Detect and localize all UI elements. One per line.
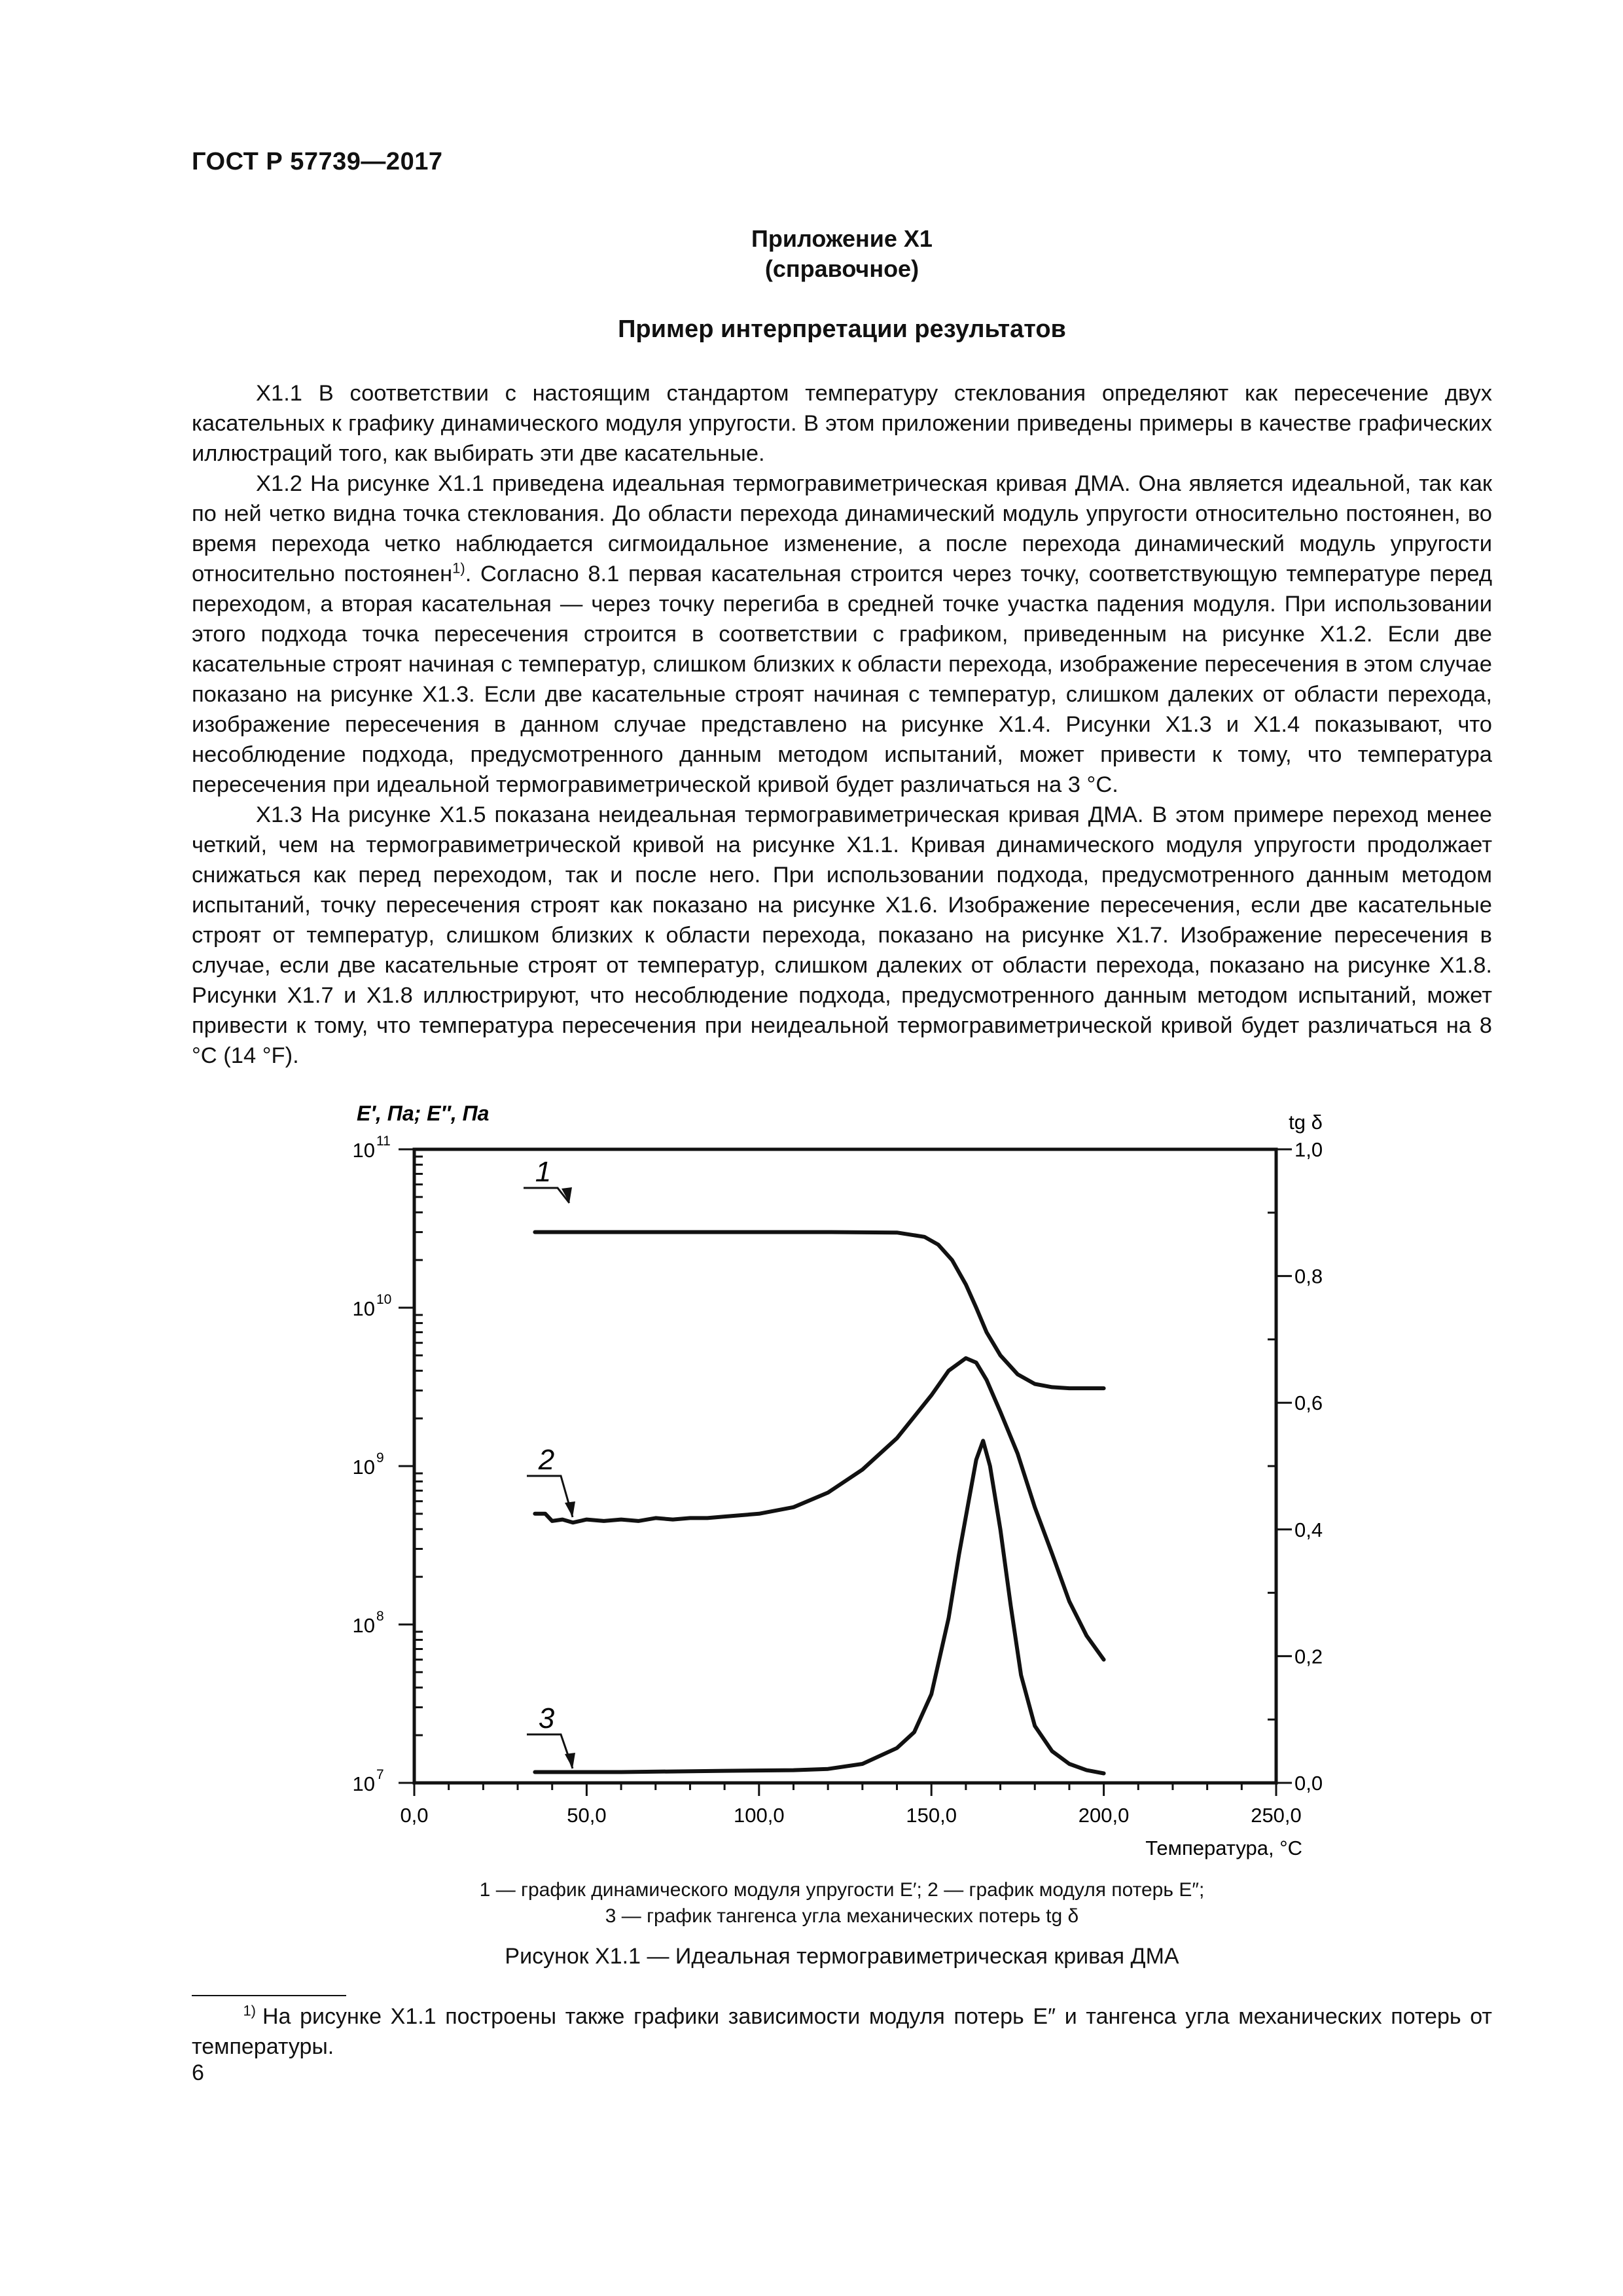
x-tick-label: 150,0: [906, 1804, 957, 1827]
x-tick-label: 250,0: [1251, 1804, 1302, 1827]
y-left-tick-exponent: 11: [376, 1134, 391, 1149]
y-right-tick-label: 0,6: [1294, 1391, 1323, 1415]
x-axis-title: Температура, °С: [1145, 1837, 1302, 1859]
x-tick-label: 50,0: [567, 1804, 607, 1827]
paragraph-x1-3: X1.3 На рисунке X1.5 показана неидеальная термогравиметрическая кривая ДМА. В этом примере переход менее четкий, чем на термогравиметрической кривой на рисунке X1.1. Кривая динамического модуля упругости продолжает снижаться как перед переходом, так и после него. При использовании подхода, предусмотренного данным методом испытаний, точку пересечения строят как показано на рисунке X1.6. Изображение пересечения, если две касательные строят от температур, слишком близких к области перехода, показано на рисунке X1.7. Изображение пересечения в случае, если две касательные строят от температур, слишком далеких от области перехода, показано на рисунке X1.8. Рисунки X1.7 и X1.8 иллюстрируют, что несоблюдение подхода, предусмотренного данным методом испытаний, может привести к тому, что температура пересечения при неидеальной термогравиметрической кривой будет различаться на 8 °С (14 °F).: [192, 802, 1492, 1068]
y-left-tick-base: 10: [352, 1297, 375, 1320]
footnote-ref: 1): [452, 560, 465, 577]
figure-legend: [192, 1877, 1492, 1929]
y-left-tick-base: 10: [352, 1456, 375, 1479]
x-tick-label: 0,0: [400, 1804, 429, 1827]
appendix-title: Приложение X1: [751, 225, 933, 252]
y-left-tick-exponent: 10: [376, 1292, 392, 1307]
series-line-3: [535, 1441, 1103, 1773]
y-left-tick-exponent: 8: [376, 1609, 384, 1624]
series-label-2: 2: [538, 1444, 555, 1476]
footnote-text: На рисунке X1.1 построены также графики зависимости модуля потерь E″ и тангенса угла механических потерь от температуры.: [192, 2004, 1492, 2059]
footnote-divider: [192, 1995, 346, 1996]
appendix-subtitle: (справочное): [764, 255, 919, 282]
footnote: [192, 2001, 1492, 2062]
series-arrowhead-3: [565, 1753, 575, 1768]
y-left-axis-title: E′, Па; E″, Па: [357, 1102, 490, 1125]
y-left-tick-base: 10: [352, 1772, 375, 1795]
y-left-tick-base: 10: [352, 1139, 375, 1162]
y-right-tick-label: 0,2: [1294, 1645, 1323, 1668]
footnote-marker: 1): [243, 2002, 256, 2019]
y-left-tick-exponent: 7: [376, 1767, 384, 1782]
x-tick-label: 200,0: [1078, 1804, 1130, 1827]
y-right-axis-title: tg δ: [1289, 1111, 1323, 1134]
y-left-tick-base: 10: [352, 1614, 375, 1637]
figure-caption: Рисунок X1.1 — Идеальная термогравиметрическая кривая ДМА: [505, 1944, 1179, 1969]
series-leader-1: [524, 1188, 569, 1203]
y-right-tick-label: 0,4: [1294, 1518, 1323, 1541]
y-right-tick-label: 1,0: [1294, 1138, 1323, 1161]
figure-legend-line1: 1 — график динамического модуля упругости E′; 2 — график модуля потерь E″;: [479, 1879, 1205, 1901]
series-arrowhead-1: [562, 1187, 572, 1203]
series-arrowhead-2: [565, 1501, 575, 1517]
paragraph-x1-2-part1: X1.2 На рисунке X1.1 приведена идеальная термогравиметрическая кривая ДМА. Она является идеальной, так как по ней четко видна точка стеклования. До области перехода динамический модуль упругости относительно постоянен, во время перехода четко наблюдается сигмоидальное изменение, а после перехода динамический модуль упругости относительно постоянен: [192, 471, 1492, 586]
series-line-1: [535, 1232, 1103, 1389]
page-number: 6: [192, 2060, 204, 2085]
series-label-1: 1: [535, 1156, 552, 1188]
y-left-tick-exponent: 9: [376, 1450, 384, 1465]
series-leader-3: [527, 1734, 573, 1768]
y-right-tick-label: 0,8: [1294, 1265, 1323, 1288]
figure-legend-line2: 3 — график тангенса угла механических потерь tg δ: [605, 1905, 1079, 1927]
series-leader-2: [527, 1476, 573, 1517]
y-right-tick-label: 0,0: [1294, 1772, 1323, 1795]
series-label-3: 3: [538, 1702, 555, 1734]
paragraph-x1-1: X1.1 В соответствии с настоящим стандартом температуру стеклования определяют как пересечение двух касательных к графику динамического модуля упругости. В этом приложении приведены примеры в качестве графических иллюстраций того, как выбирать эти две касательные.: [192, 381, 1492, 466]
paragraph-x1-2: [192, 469, 1492, 800]
x-tick-label: 100,0: [734, 1804, 785, 1827]
document-header-code: ГОСТ Р 57739—2017: [192, 148, 443, 175]
paragraph-x1-2-part2: . Согласно 8.1 первая касательная строится через точку, соответствующую температуре перед переходом, а вторая касательная — через точку перегиба в средней точке участка падения модуля. При использовании этого подхода точка пересечения строится в соответствии с графиком, приведенным на рисунке X1.2. Если две касательные строят начиная с температур, слишком близких к области перехода, изображение пересечения в этом случае показано на рисунке X1.3. Если две касательные строят начиная с температур, слишком далеких от области перехода, изображение пересечения в данном случае представлено на рисунке X1.4. Рисунки X1.3 и X1.4 показывают, что несоблюдение подхода, предусмотренного данным методом испытаний, может привести к тому, что температура пересечения при идеальной термогравиметрической кривой будет различаться на 3 °С.: [192, 562, 1492, 797]
series-line-2: [535, 1358, 1103, 1660]
body-text: [192, 378, 1492, 1071]
plot-frame: [414, 1149, 1276, 1783]
appendix-heading: Пример интерпретации результатов: [618, 315, 1066, 343]
